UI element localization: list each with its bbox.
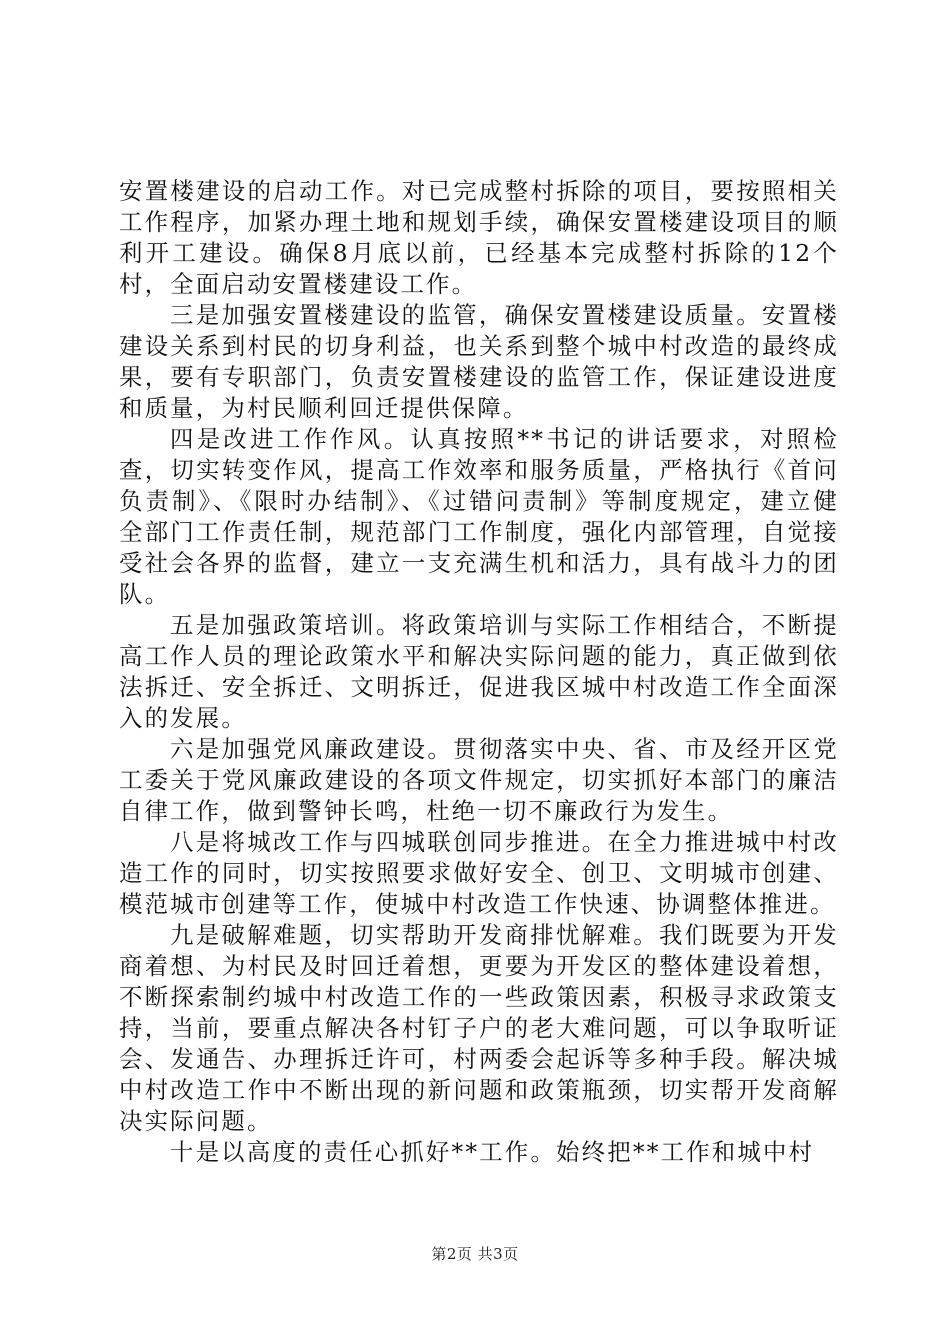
paragraph-5: 六是加强党风廉政建设。贯彻落实中央、省、市及经开区党工委关于党风廉政建设的各项文件规定，切实抓好本部门的廉洁自律工作，做到警钟长鸣，杜绝一切不廉政行为发生。 — [119, 735, 839, 825]
page-footer: 第2页 共3页 — [431, 1245, 519, 1263]
paragraph-6: 八是将城改工作与四城联创同步推进。在全力推进城中村改造工作的同时，切实按照要求做好安全、创卫、文明城市创建、模范城市创建等工作，使城中村改造工作快速、协调整体推进。 — [119, 828, 839, 918]
document-body — [119, 176, 839, 1168]
paragraph-2: 三是加强安置楼建设的监管，确保安置楼建设质量。安置楼建设关系到村民的切身利益，也关系到整个城中村改造的最终成果，要有专职部门，负责安置楼建设的监管工作，保证建设进度和质量，为村民顺利回迁提供保障。 — [119, 301, 839, 422]
paragraph-7: 九是破解难题，切实帮助开发商排忧解难。我们既要为开发商着想、为村民及时回迁着想，更要为开发区的整体建设着想，不断探索制约城中村改造工作的一些政策因素，积极寻求政策支持，当前，要重点解决各村钉子户的老大难问题，可以争取听证会、发通告、办理拆迁许可，村两委会起诉等多种手段。解决城中村改造工作中不断出现的新问题和政策瓶颈，切实帮开发商解决实际问题。 — [119, 921, 839, 1135]
paragraph-8: 十是以高度的责任心抓好**工作。始终把**工作和城中村 — [170, 1138, 815, 1166]
paragraph-4: 五是加强政策培训。将政策培训与实际工作相结合，不断提高工作人员的理论政策水平和解决实际问题的能力，真正做到依法拆迁、安全拆迁、文明拆迁，促进我区城中村改造工作全面深入的发展。 — [119, 611, 839, 732]
paragraph-3: 四是改进工作作风。认真按照**书记的讲话要求，对照检查，切实转变作风，提高工作效率和服务质量，严格执行《首问负责制》、《限时办结制》、《过错问责制》等制度规定，建立健全部门工作责任制，规范部门工作制度，强化内部管理，自觉接受社会各界的监督，建立一支充满生机和活力，具有战斗力的团队。 — [119, 425, 839, 608]
paragraph-1: 安置楼建设的启动工作。对已完成整村拆除的项目，要按照相关工作程序，加紧办理土地和规划手续，确保安置楼建设项目的顺利开工建设。确保8月底以前，已经基本完成整村拆除的12个村，全面启动安置楼建设工作。 — [119, 177, 839, 298]
